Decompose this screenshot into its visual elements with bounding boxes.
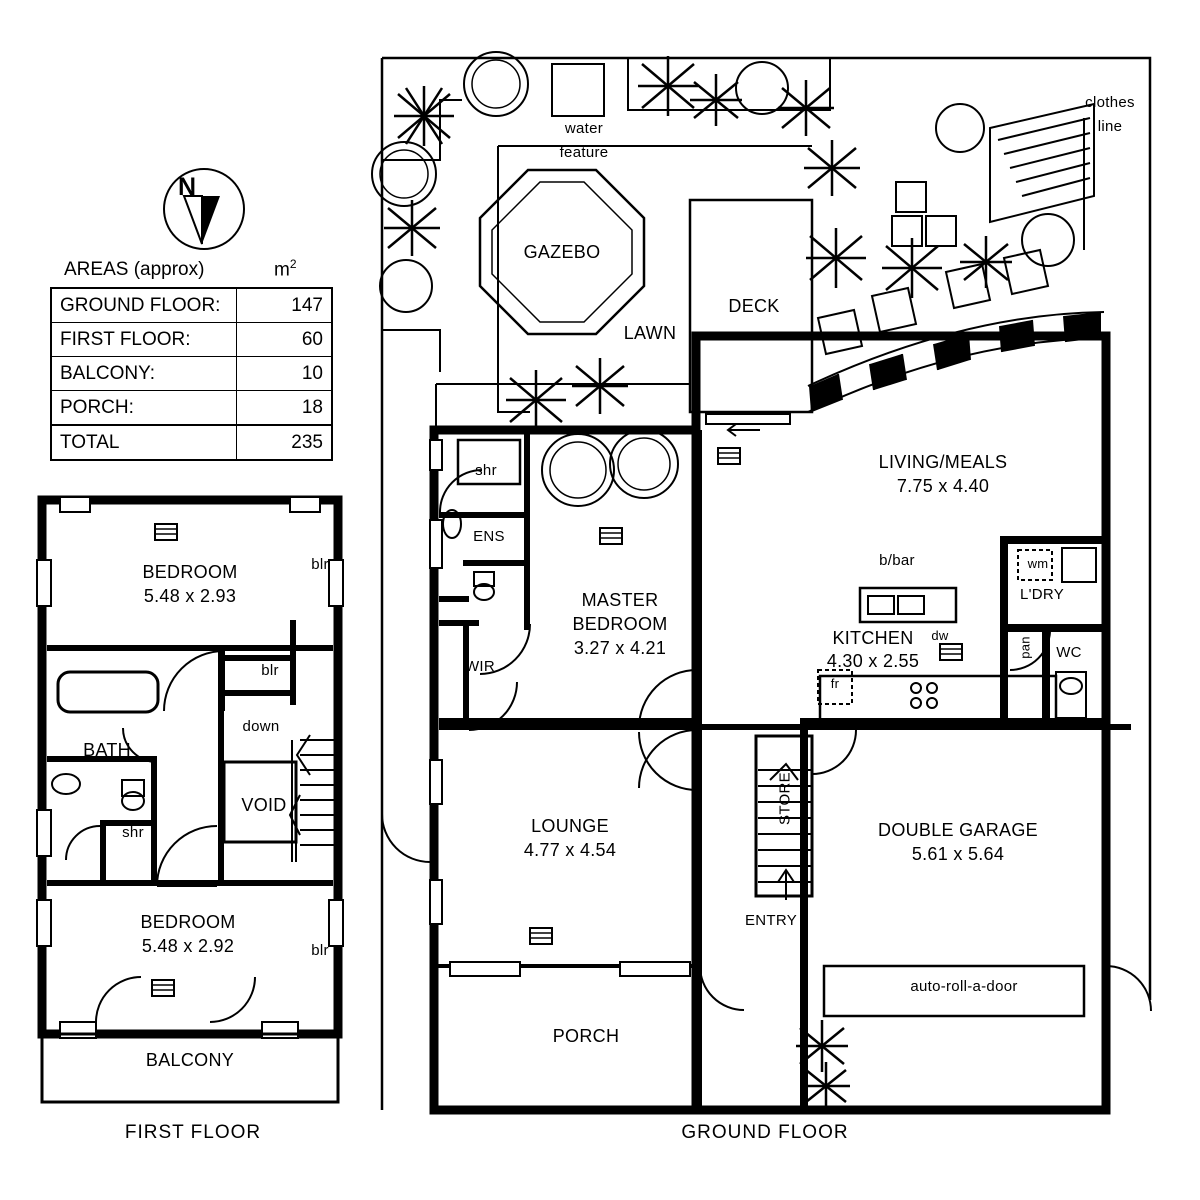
- ground-floor-title: GROUND FLOOR: [681, 1122, 849, 1143]
- room-label-master-line2: BEDROOM: [572, 614, 668, 634]
- area-value-first: 60: [237, 323, 333, 357]
- tag-laundry: L'DRY: [1019, 586, 1065, 603]
- area-label-total: TOTAL: [51, 425, 237, 460]
- areas-title: AREAS (approx): [64, 259, 205, 280]
- tag-entry: ENTRY: [744, 912, 798, 929]
- room-label-living-meals: LIVING/MEALS: [878, 452, 1008, 472]
- areas-unit: $m^2$: [274, 257, 297, 281]
- room-dim-lounge: 4.77 x 4.54: [523, 840, 617, 860]
- area-label-ground: GROUND FLOOR:: [51, 288, 237, 323]
- room-label-bedroom-1: BEDROOM: [142, 562, 238, 582]
- table-row: [51, 357, 332, 391]
- label-lawn: LAWN: [623, 323, 677, 343]
- tag-fridge: fr: [830, 676, 840, 691]
- room-label-lounge: LOUNGE: [531, 816, 609, 836]
- room-label-kitchen: KITCHEN: [832, 628, 914, 648]
- table-row: [51, 391, 332, 426]
- areas-table: [50, 255, 333, 461]
- tag-dishwasher: dw: [931, 628, 949, 643]
- area-value-total: 235: [237, 425, 333, 460]
- room-dim-master: 3.27 x 4.21: [573, 638, 667, 658]
- area-value-balcony: 10: [237, 357, 333, 391]
- tag-down: down: [242, 718, 280, 735]
- area-label-porch: PORCH:: [51, 391, 237, 426]
- tag-blr-3: blr: [311, 942, 329, 959]
- tag-auto-roll-a-door: auto-roll-a-door: [910, 978, 1018, 995]
- room-label-void: VOID: [241, 795, 287, 815]
- area-label-balcony: BALCONY:: [51, 357, 237, 391]
- label-water: water: [564, 120, 604, 137]
- tag-wc: WC: [1056, 644, 1082, 661]
- area-value-porch: 18: [237, 391, 333, 426]
- label-feature: feature: [559, 144, 609, 161]
- room-dim-double-garage: 5.61 x 5.64: [911, 844, 1005, 864]
- room-label-balcony: BALCONY: [145, 1050, 235, 1070]
- tag-wir: WIR: [464, 658, 496, 675]
- table-row-total: [51, 425, 332, 460]
- table-row: [51, 323, 332, 357]
- label-deck: DECK: [728, 296, 780, 316]
- tag-store: STORE: [776, 772, 794, 825]
- room-label-double-garage: DOUBLE GARAGE: [878, 820, 1038, 840]
- tag-shr-ground: shr: [475, 462, 497, 479]
- compass-north-label: N: [178, 173, 197, 201]
- room-label-porch: PORCH: [552, 1026, 620, 1046]
- tag-pantry: pan: [1017, 636, 1033, 659]
- tag-blr-2: blr: [261, 662, 279, 679]
- room-label-master-line1: MASTER: [581, 590, 659, 610]
- room-dim-bedroom-2: 5.48 x 2.92: [141, 936, 235, 956]
- first-floor-title: FIRST FLOOR: [124, 1122, 262, 1143]
- room-dim-kitchen: 4.30 x 2.55: [826, 651, 920, 671]
- tag-breakfast-bar: b/bar: [879, 552, 915, 569]
- label-gazebo: GAZEBO: [523, 242, 601, 262]
- area-value-ground: 147: [237, 288, 333, 323]
- area-label-first: FIRST FLOOR:: [51, 323, 237, 357]
- tag-washing-machine: wm: [1027, 556, 1049, 571]
- room-label-bath: BATH: [83, 740, 131, 760]
- tag-ens: ENS: [473, 528, 505, 545]
- tag-shr-first: shr: [122, 824, 144, 841]
- label-clothes-line: line: [1097, 118, 1123, 135]
- room-label-bedroom-2: BEDROOM: [140, 912, 236, 932]
- table-row: [51, 288, 332, 323]
- areas-table-header: [50, 255, 333, 287]
- room-dim-bedroom-1: 5.48 x 2.93: [143, 586, 237, 606]
- tag-blr-1: blr: [311, 556, 329, 573]
- label-clothes: clothes: [1085, 94, 1135, 111]
- room-dim-living-meals: 7.75 x 4.40: [896, 476, 990, 496]
